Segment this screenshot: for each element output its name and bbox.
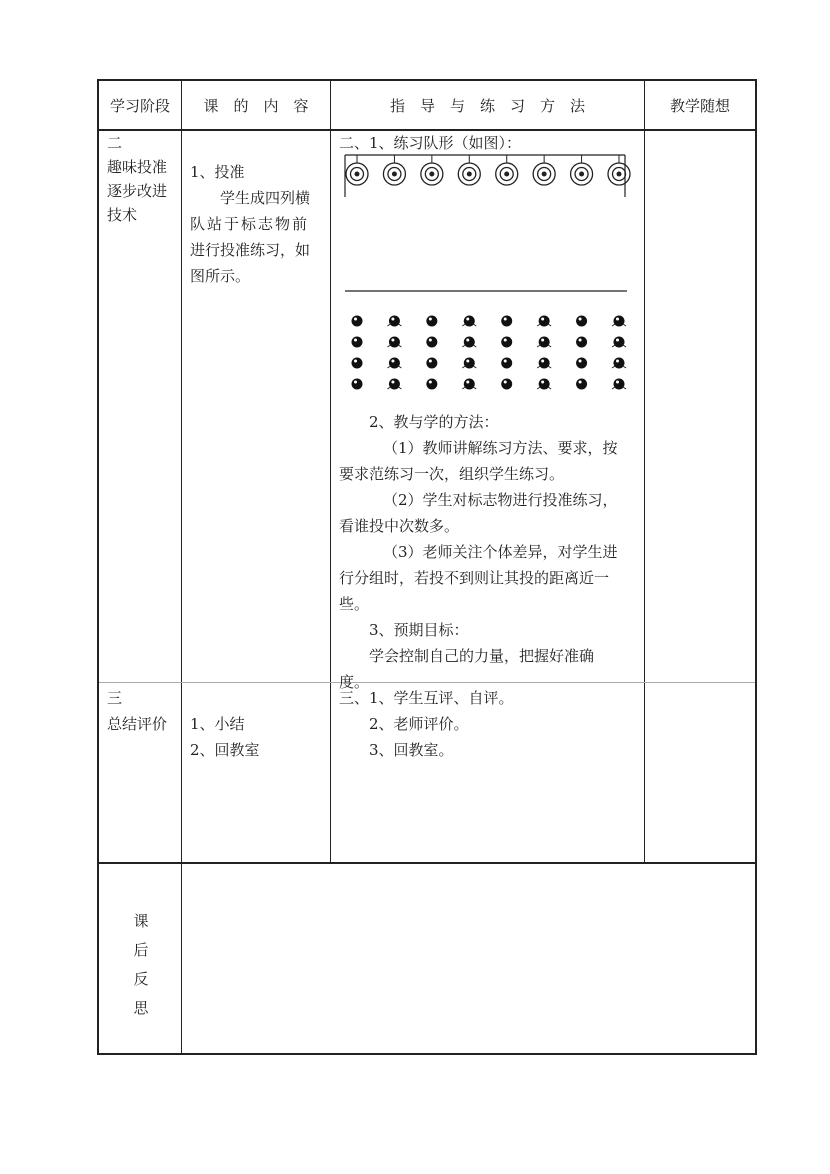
row1-stage-line: 趣味投准 <box>107 158 168 176</box>
student-highlight <box>616 339 619 342</box>
method-line: 学会控制自己的力量，把握好准确 <box>369 647 595 665</box>
student-marker <box>464 316 475 327</box>
student-marker <box>539 379 550 390</box>
method-line: 要求范练习一次，组织学生练习。 <box>339 465 565 483</box>
row1-content-line: 进行投准练习，如 <box>190 241 311 259</box>
student-highlight <box>391 360 394 363</box>
row2-method-line: 三、1、学生互评、自评。 <box>339 689 514 707</box>
student-marker <box>576 316 587 327</box>
row2-stage-line: 三 <box>107 689 123 707</box>
target-center <box>617 172 622 177</box>
col-divider-2 <box>330 81 331 863</box>
student-highlight <box>579 318 582 321</box>
student-highlight <box>354 339 357 342</box>
col-divider-3 <box>644 81 645 863</box>
row2-content-line: 1、小结 <box>190 715 245 733</box>
student-marker <box>464 379 475 390</box>
student-highlight <box>541 318 544 321</box>
header-content: 课 的 内 容 <box>203 97 309 115</box>
method-line: （2）学生对标志物进行投准练习， <box>383 491 618 509</box>
target-center <box>504 172 509 177</box>
row1-method-body <box>339 409 618 695</box>
student-highlight <box>541 381 544 384</box>
row2-content-line: 2、回教室 <box>190 741 260 759</box>
student-marker <box>389 358 400 369</box>
header-notes: 教学随想 <box>669 97 730 115</box>
target-center <box>392 172 397 177</box>
student-highlight <box>391 381 394 384</box>
student-marker <box>389 379 400 390</box>
student-highlight <box>579 339 582 342</box>
student-marker <box>501 358 512 369</box>
target-center <box>579 172 584 177</box>
student-marker <box>614 358 625 369</box>
student-highlight <box>579 360 582 363</box>
student-marker <box>576 379 587 390</box>
student-highlight <box>429 318 432 321</box>
lesson-table <box>97 79 757 1055</box>
student-marker <box>426 316 437 327</box>
method-line: 度。 <box>339 673 370 691</box>
row-divider-2 <box>99 862 755 864</box>
method-line: 看谁投中次数多。 <box>339 517 460 535</box>
student-highlight <box>466 339 469 342</box>
student-marker <box>576 358 587 369</box>
row1-content-line: 图所示。 <box>190 267 251 285</box>
student-highlight <box>616 360 619 363</box>
student-marker <box>352 337 363 348</box>
student-marker <box>501 337 512 348</box>
row2-method <box>339 685 514 763</box>
student-marker <box>352 316 363 327</box>
method-line: 些。 <box>339 595 370 613</box>
student-marker <box>614 379 625 390</box>
header-method: 指 导 与 练 习 方 法 <box>389 97 585 115</box>
student-highlight <box>429 339 432 342</box>
student-marker <box>352 358 363 369</box>
reflection-char: 后 <box>133 941 149 959</box>
student-highlight <box>504 360 507 363</box>
target-center <box>467 172 472 177</box>
student-marker <box>614 316 625 327</box>
student-marker <box>576 337 587 348</box>
student-highlight <box>579 381 582 384</box>
student-highlight <box>391 318 394 321</box>
row2-method-line: 2、老师评价。 <box>369 715 469 733</box>
row1-content-line: 学生成四列横 <box>220 189 311 207</box>
student-highlight <box>504 339 507 342</box>
row1-stage-line: 技术 <box>107 206 138 224</box>
row1-content-line: 队站于标志物前 <box>190 215 310 233</box>
student-highlight <box>466 360 469 363</box>
student-marker <box>389 337 400 348</box>
row1-method-title: 二、1、练习队形（如图）： <box>339 134 522 152</box>
student-highlight <box>616 318 619 321</box>
student-marker <box>426 379 437 390</box>
target-center <box>542 172 547 177</box>
student-highlight <box>466 318 469 321</box>
row2-stage-line: 总结评价 <box>107 715 168 733</box>
target-center <box>429 172 434 177</box>
student-marker <box>464 358 475 369</box>
method-line: 3、预期目标： <box>369 621 469 639</box>
student-marker <box>426 358 437 369</box>
student-highlight <box>541 339 544 342</box>
student-marker <box>464 337 475 348</box>
row1-content <box>190 159 310 289</box>
student-highlight <box>391 339 394 342</box>
student-marker <box>426 337 437 348</box>
formation-diagram <box>335 151 640 411</box>
student-highlight <box>354 318 357 321</box>
row1-stage <box>107 131 167 227</box>
student-highlight <box>354 381 357 384</box>
student-marker <box>501 316 512 327</box>
student-highlight <box>354 360 357 363</box>
student-highlight <box>541 360 544 363</box>
student-highlight <box>504 318 507 321</box>
student-highlight <box>466 381 469 384</box>
student-marker <box>539 337 550 348</box>
student-marker <box>352 379 363 390</box>
reflection-label <box>99 907 183 1023</box>
row1-stage-line: 逐步改进 <box>107 182 168 200</box>
student-marker <box>501 379 512 390</box>
student-highlight <box>429 360 432 363</box>
student-marker <box>614 337 625 348</box>
student-highlight <box>616 381 619 384</box>
method-line: （3）老师关注个体差异，对学生进 <box>383 543 618 561</box>
student-marker <box>539 358 550 369</box>
row2-content <box>190 711 260 763</box>
reflection-char: 课 <box>133 912 149 930</box>
reflection-char: 反 <box>133 970 149 988</box>
reflection-char: 思 <box>133 999 149 1017</box>
target-center <box>355 172 360 177</box>
student-highlight <box>504 381 507 384</box>
row1-content-line: 1、投准 <box>190 163 245 181</box>
row1-stage-line: 二 <box>107 134 123 152</box>
row2-stage <box>107 685 167 737</box>
student-marker <box>539 316 550 327</box>
method-line: （1）教师讲解练习方法、要求，按 <box>383 439 618 457</box>
student-marker <box>389 316 400 327</box>
row2-method-line: 3、回教室。 <box>369 741 454 759</box>
header-stage: 学习阶段 <box>109 97 170 115</box>
method-line: 行分组时，若投不到则让其投的距离近一 <box>339 569 610 587</box>
method-line: 2、教与学的方法： <box>369 413 499 431</box>
student-highlight <box>429 381 432 384</box>
